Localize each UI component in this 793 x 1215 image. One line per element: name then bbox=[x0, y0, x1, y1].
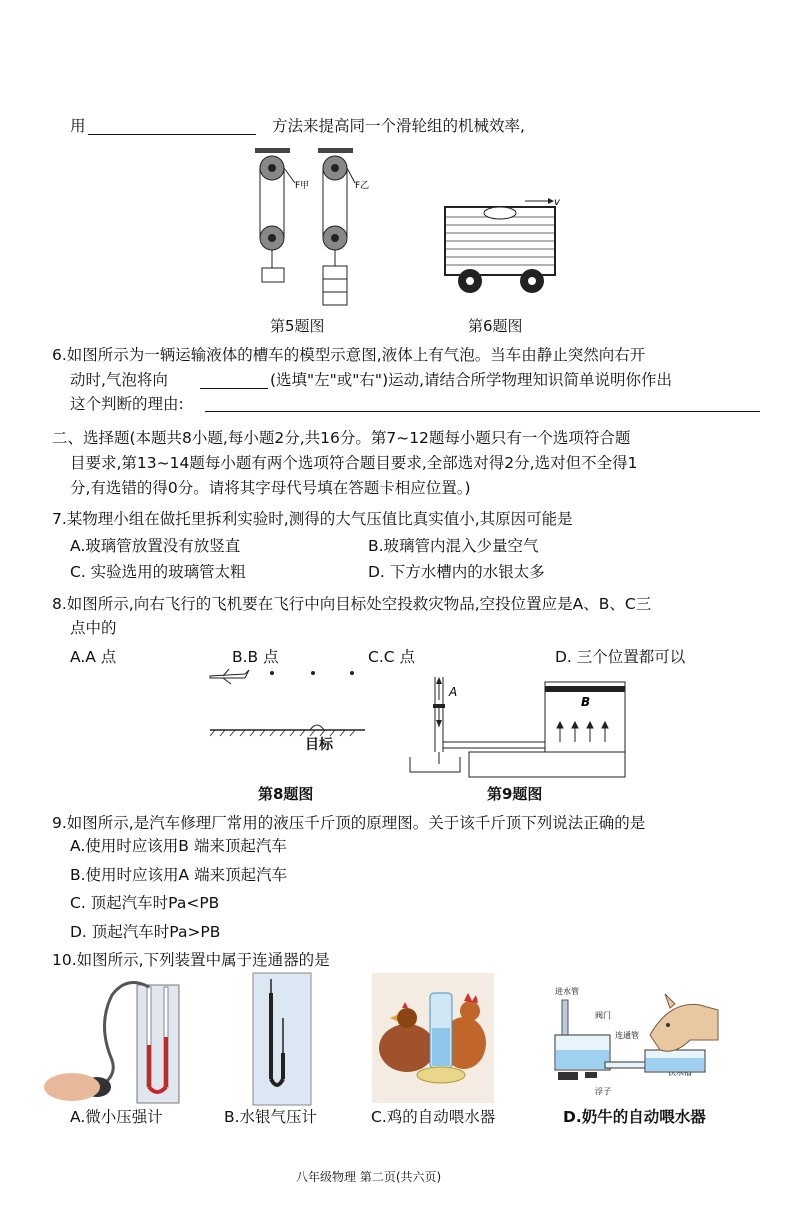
q7-option-a[interactable]: A.玻璃管放置没有放竖直 bbox=[70, 537, 241, 555]
q10-option-a[interactable]: A.微小压强计 bbox=[70, 1108, 163, 1126]
q6-line3: 这个判断的理由: bbox=[70, 395, 184, 413]
section2-line3: 分,有选错的得0分。请将其字母代号填在答题卡相应位置。) bbox=[70, 479, 471, 497]
q9-option-b[interactable]: B.使用时应该用A 端来顶起汽车 bbox=[70, 866, 288, 884]
target-label: 目标 bbox=[305, 737, 333, 753]
cow-waterer-image bbox=[550, 980, 720, 1098]
pulley-figure bbox=[250, 148, 370, 313]
airdrop-figure bbox=[205, 660, 375, 755]
tank-truck-figure bbox=[440, 195, 570, 295]
fig6-caption: 第6题图 bbox=[468, 317, 523, 335]
q6-line1: 6.如图所示为一辆运输液体的槽车的模型示意图,液体上有气泡。当车由静止突然向右开 bbox=[52, 346, 646, 364]
label-a: A bbox=[449, 685, 458, 699]
pressure-gauge-image bbox=[42, 975, 182, 1105]
q9-stem: 9.如图所示,是汽车修理厂常用的液压千斤顶的原理图。关于该千斤顶下列说法正确的是 bbox=[52, 814, 646, 832]
q8-option-d[interactable]: D. 三个位置都可以 bbox=[555, 648, 686, 666]
fig5-caption: 第5题图 bbox=[270, 317, 325, 335]
q7-option-c[interactable]: C. 实验选用的玻璃管太粗 bbox=[70, 563, 246, 581]
q10-option-c[interactable]: C.鸡的自动喂水器 bbox=[371, 1108, 496, 1126]
q8-option-b[interactable]: B.B 点 bbox=[232, 648, 279, 666]
q10-option-b[interactable]: B.水银气压计 bbox=[224, 1108, 318, 1126]
q10-option-d[interactable]: D.奶牛的自动喂水器 bbox=[563, 1108, 706, 1126]
section2-line2: 目要求,第13~14题每小题有两个选项符合题目要求,全部选对得2分,选对但不全得1 bbox=[70, 454, 638, 472]
section2-line1: 二、选择题(本题共8小题,每小题2分,共16分。第7~12题每小题只有一个选项符合题 bbox=[52, 429, 631, 447]
q5-prefix: 用 bbox=[70, 117, 86, 135]
chicken-feeder-image bbox=[372, 973, 494, 1103]
float-label: 浮子 bbox=[595, 1087, 611, 1096]
q9-option-d[interactable]: D. 顶起汽车时Pa>PB bbox=[70, 923, 221, 941]
q6-reason-blank[interactable] bbox=[205, 411, 760, 412]
q5-answer-blank[interactable] bbox=[88, 134, 256, 135]
valve-label: 阀门 bbox=[595, 1011, 611, 1020]
hydraulic-jack-figure bbox=[405, 672, 630, 780]
q7-stem: 7.某物理小组在做托里拆利实验时,测得的大气压值比真实值小,其原因可能是 bbox=[52, 510, 573, 528]
q6-answer-blank[interactable] bbox=[200, 388, 268, 389]
fig8-caption: 第8题图 bbox=[258, 785, 314, 803]
airplane-icon bbox=[210, 669, 249, 684]
inlet-label: 进水管 bbox=[555, 987, 579, 996]
q8-line1: 8.如图所示,向右飞行的飞机要在飞行中向目标处空投救灾物品,空投位置应是A、B、C三 bbox=[52, 595, 652, 613]
q6-line2b: (选填"左"或"右")运动,请结合所学物理知识简单说明你作出 bbox=[270, 371, 673, 389]
fig9-caption: 第9题图 bbox=[487, 785, 543, 803]
q5-suffix: 方法来提高同一个滑轮组的机械效率, bbox=[272, 117, 525, 135]
q9-option-a[interactable]: A.使用时应该用B 端来顶起汽车 bbox=[70, 837, 287, 855]
q8-option-a[interactable]: A.A 点 bbox=[70, 648, 117, 666]
q10-stem: 10.如图所示,下列装置中属于连通器的是 bbox=[52, 951, 330, 969]
q8-line2: 点中的 bbox=[70, 619, 117, 637]
q6-line2a: 动时,气泡将向 bbox=[70, 371, 168, 389]
f-jia-label: F甲 bbox=[295, 181, 310, 191]
velocity-label: v bbox=[554, 197, 560, 208]
q8-option-c[interactable]: C.C 点 bbox=[368, 648, 415, 666]
q7-option-d[interactable]: D. 下方水槽内的水银太多 bbox=[368, 563, 545, 581]
q9-option-c[interactable]: C. 顶起汽车时Pa<PB bbox=[70, 894, 220, 912]
f-yi-label: F乙 bbox=[355, 181, 370, 191]
connector-label: 连通管 bbox=[615, 1031, 639, 1040]
q7-option-b[interactable]: B.玻璃管内混入少量空气 bbox=[368, 537, 539, 555]
label-b: B bbox=[581, 695, 591, 709]
page-footer: 八年级物理 第二页(共六页) bbox=[296, 1170, 442, 1184]
mercury-barometer-image bbox=[253, 973, 311, 1105]
